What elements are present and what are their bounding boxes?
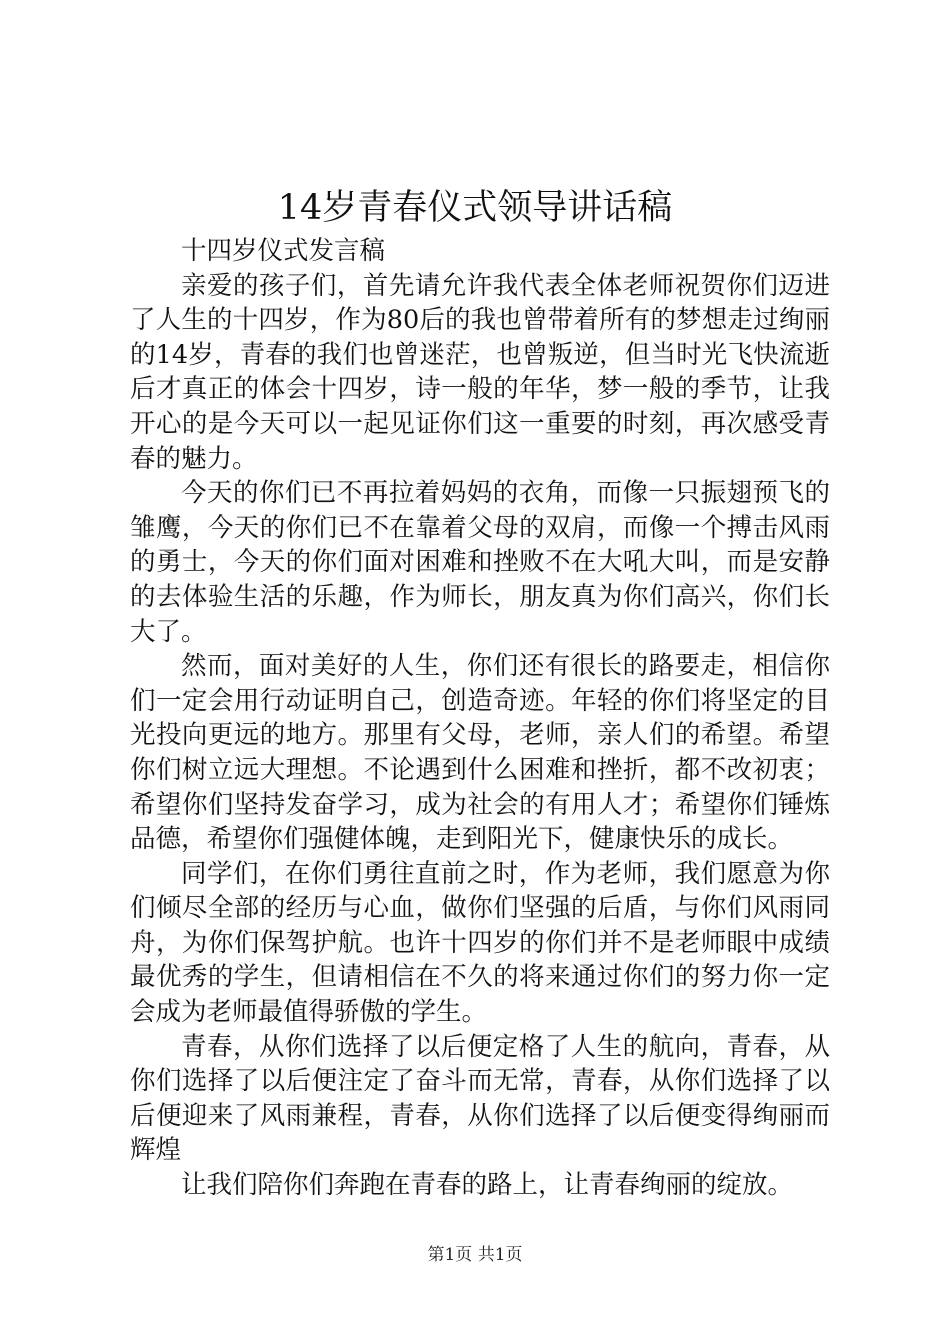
body-paragraph-3: 然而，面对美好的人生，你们还有很长的路要走，相信你们一定会用行动证明自己，创造奇迹。年轻的你们将坚定的目光投向更远的地方。那里有父母，老师，亲人们的希望。希望你们树立远大理想。不论遇到什么困难和挫折，都不改初衷；希望你们坚持发奋学习，成为社会的有用人才；希望你们锤炼品德，希望你们强健体魄，走到阳光下，健康快乐的成长。 xyxy=(130,651,830,855)
page-footer: 第1页 共1页 xyxy=(427,1245,523,1265)
document-title: 14岁青春仪式领导讲话稿 xyxy=(277,188,673,228)
subtitle-paragraph: 十四岁仪式发言稿 xyxy=(181,236,386,266)
body-paragraph-1: 亲爱的孩子们，首先请允许我代表全体老师祝贺你们迈进了人生的十四岁，作为80后的我也曾带着所有的梦想走过绚丽的14岁，青春的我们也曾迷茫，也曾叛逆，但当时光飞快流逝后才真正的体会十四岁，诗一般的年华，梦一般的季节，让我开心的是今天可以一起见证你们这一重要的时刻，再次感受青春的魅力。 xyxy=(130,270,830,474)
body-paragraph-4: 同学们，在你们勇往直前之时，作为老师，我们愿意为你们倾尽全部的经历与心血，做你们坚强的后盾，与你们风雨同舟，为你们保驾护航。也许十四岁的你们并不是老师眼中成绩最优秀的学生，但请相信在不久的将来通过你们的努力你一定会成为老师最值得骄傲的学生。 xyxy=(130,858,830,1028)
body-paragraph-5: 青春，从你们选择了以后便定格了人生的航向，青春，从你们选择了以后便注定了奋斗而无常，青春，从你们选择了以后便迎来了风雨兼程，青春，从你们选择了以后便变得绚丽而辉煌 xyxy=(130,1031,830,1166)
document-body xyxy=(130,234,830,1203)
closing-paragraph: 让我们陪你们奔跑在青春的路上，让青春绚丽的绽放。 xyxy=(181,1170,794,1201)
body-paragraph-2: 今天的你们已不再拉着妈妈的衣角，而像一只振翅预飞的雏鹰，今天的你们已不在靠着父母的双肩，而像一个搏击风雨的勇士，今天的你们面对困难和挫败不在大吼大叫，而是安静的去体验生活的乐趣，作为师长，朋友真为你们高兴，你们长大了。 xyxy=(130,478,830,647)
